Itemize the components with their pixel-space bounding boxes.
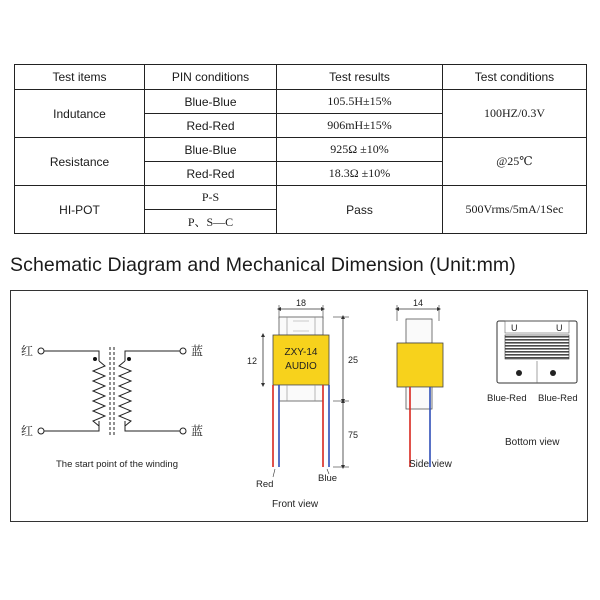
section-title: Schematic Diagram and Mechanical Dimension (Unit:mm) bbox=[10, 254, 516, 276]
front-body bbox=[273, 335, 329, 385]
bottom-winding bbox=[505, 335, 569, 359]
schematic bbox=[21, 343, 203, 470]
table-header-row bbox=[15, 65, 587, 90]
front-dim-core-height: 12 bbox=[247, 356, 258, 366]
diagram-panel bbox=[10, 290, 588, 522]
spec-table bbox=[14, 64, 587, 234]
front-dim-body-height: 25 bbox=[348, 355, 359, 365]
hipot-pin: P-S bbox=[145, 186, 277, 210]
resistance-item: Resistance bbox=[15, 138, 145, 186]
inductance-condition: 100HZ/0.3V bbox=[443, 90, 587, 138]
hipot-result: Pass bbox=[277, 186, 443, 234]
front-dim-width: 18 bbox=[295, 298, 307, 308]
transformer-core bbox=[110, 347, 114, 437]
resistance-pin: Blue-Blue bbox=[145, 138, 277, 162]
inductance-pin: Blue-Blue bbox=[145, 90, 277, 114]
terminal-left-bottom bbox=[38, 428, 44, 434]
header-test-results: Test results bbox=[277, 65, 443, 90]
schematic-caption: The start point of the winding bbox=[56, 459, 178, 470]
bottom-pin-right-label: Blue-Red bbox=[538, 393, 578, 404]
bottom-pin-right bbox=[550, 370, 556, 376]
schematic-right-bottom-label: 蓝 bbox=[191, 424, 204, 438]
bottom-view bbox=[487, 321, 578, 448]
terminal-left-top bbox=[38, 348, 44, 354]
primary-coil bbox=[93, 361, 105, 426]
inductance-item: Indutance bbox=[15, 90, 145, 138]
core-top bbox=[279, 317, 323, 335]
winding-start-dot bbox=[127, 357, 131, 361]
inductance-result: 105.5H±15% bbox=[277, 90, 443, 114]
hipot-item: HI-POT bbox=[15, 186, 145, 234]
inductance-pin: Red-Red bbox=[145, 114, 277, 138]
resistance-pin: Red-Red bbox=[145, 162, 277, 186]
component-model-label: ZXY-14 bbox=[284, 347, 318, 358]
table-row bbox=[15, 138, 587, 162]
schematic-left-bottom-label: 红 bbox=[21, 424, 34, 438]
bottom-pin-left-label: Blue-Red bbox=[487, 393, 527, 404]
inductance-result: 906mH±15% bbox=[277, 114, 443, 138]
schematic-wiring bbox=[44, 351, 180, 431]
side-body bbox=[397, 343, 443, 387]
primary-wire bbox=[44, 351, 99, 431]
bottom-pin-left bbox=[516, 370, 522, 376]
side-core-top bbox=[406, 319, 432, 343]
schematic-right-top-label: 蓝 bbox=[191, 344, 204, 358]
bottom-view-caption: Bottom view bbox=[505, 437, 560, 448]
front-view bbox=[247, 298, 358, 510]
resistance-condition: @25℃ bbox=[443, 138, 587, 186]
side-dim-width: 14 bbox=[412, 298, 424, 308]
lead-left-label: Red bbox=[256, 479, 274, 490]
lead-right-label: Blue bbox=[318, 473, 338, 484]
leader-line bbox=[273, 469, 275, 477]
table-row bbox=[15, 90, 587, 114]
winding-start-dot bbox=[93, 357, 97, 361]
side-view bbox=[397, 298, 453, 470]
side-view-caption: Side view bbox=[409, 459, 452, 470]
hipot-condition: 500Vrms/5mA/1Sec bbox=[443, 186, 587, 234]
terminal-circles bbox=[38, 348, 186, 434]
bottom-tab-u-left: U bbox=[511, 323, 518, 333]
header-test-items: Test items bbox=[15, 65, 145, 90]
secondary-coil bbox=[119, 361, 131, 426]
diagram-svg bbox=[11, 291, 589, 523]
resistance-result: 925Ω ±10% bbox=[277, 138, 443, 162]
terminal-right-bottom bbox=[180, 428, 186, 434]
front-dim-lead-length: 75 bbox=[348, 430, 359, 440]
bottom-tab-u-right: U bbox=[556, 323, 563, 333]
resistance-result: 18.3Ω ±10% bbox=[277, 162, 443, 186]
header-test-conditions: Test conditions bbox=[443, 65, 587, 90]
hipot-pin: P、S—C bbox=[145, 210, 277, 234]
front-view-caption: Front view bbox=[272, 499, 319, 510]
terminal-right-top bbox=[180, 348, 186, 354]
core-bottom bbox=[279, 385, 323, 401]
header-pin-conditions: PIN conditions bbox=[145, 65, 277, 90]
component-type-label: AUDIO bbox=[285, 361, 317, 372]
schematic-left-top-label: 红 bbox=[21, 344, 34, 358]
secondary-wire bbox=[125, 351, 180, 431]
table-row bbox=[15, 186, 587, 210]
